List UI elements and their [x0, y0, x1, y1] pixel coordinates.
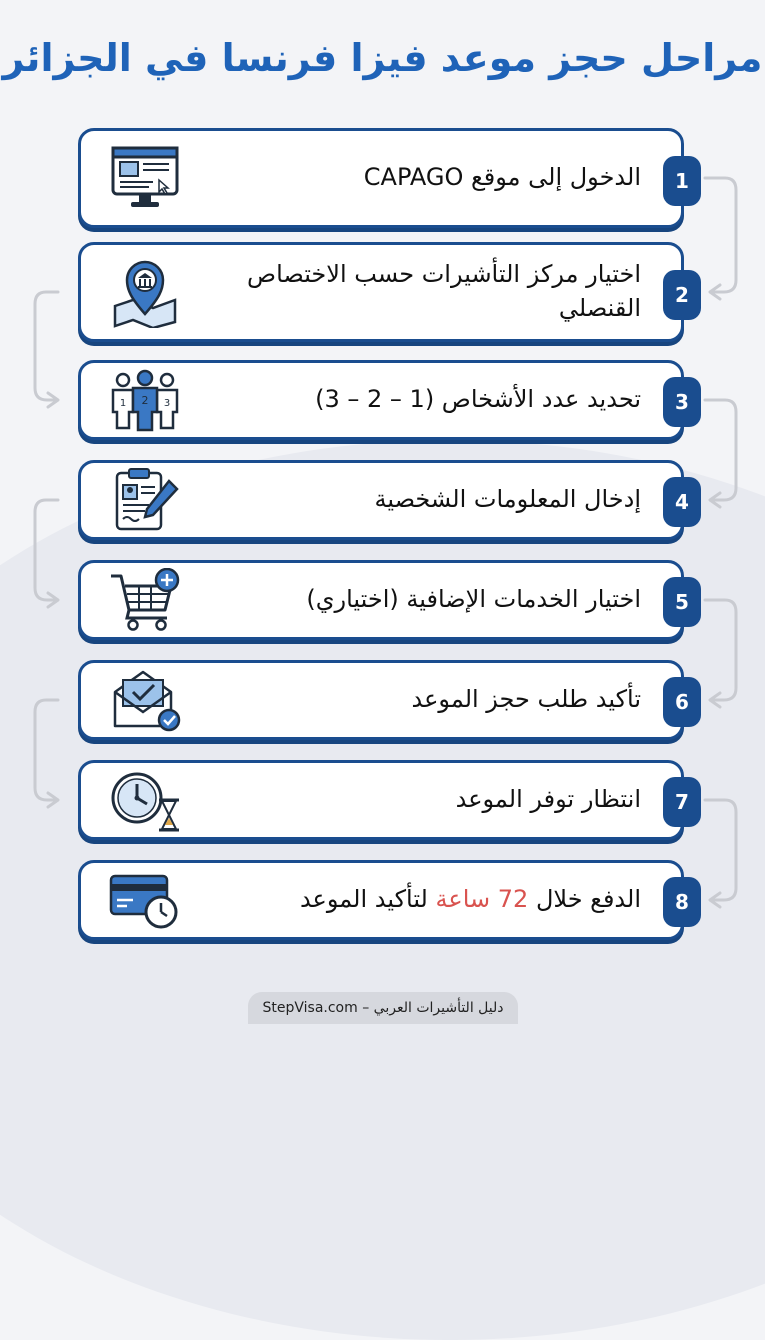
location-map-icon	[109, 256, 181, 328]
mail-check-icon	[109, 668, 181, 732]
step-number-badge: 5	[663, 577, 701, 627]
step-card-6	[78, 660, 689, 740]
step-label: انتظار توفر الموعد	[455, 785, 641, 814]
step-label-highlight: 72 ساعة	[435, 885, 529, 914]
step-label: اختيار مركز التأشيرات حسب الاختصاص القنصلي	[247, 260, 641, 322]
group-people-icon	[109, 368, 181, 432]
cart-add-icon	[109, 568, 181, 632]
step-label	[221, 863, 641, 937]
step-label-start: الدفع خلال	[535, 885, 641, 914]
svg-text:3: 3	[163, 398, 171, 409]
step-label: تحديد عدد الأشخاص (1 – 2 – 3)	[315, 385, 641, 414]
step-card-1	[78, 128, 689, 228]
clipboard-form-icon	[109, 467, 181, 533]
step-number-badge: 7	[663, 777, 701, 827]
step-number-badge: 1	[663, 156, 701, 206]
website-icon	[109, 144, 181, 212]
step-card-8	[78, 860, 689, 940]
step-card-3	[78, 360, 689, 440]
step-card-2	[78, 242, 689, 342]
step-label-end: لتأكيد الموعد	[299, 885, 428, 914]
step-number-badge: 3	[663, 377, 701, 427]
step-card-4	[78, 460, 689, 540]
step-number-badge: 4	[663, 477, 701, 527]
step-label: تأكيد طلب حجز الموعد	[411, 685, 641, 714]
step-card-7	[78, 760, 689, 840]
step-number-badge: 2	[663, 270, 701, 320]
page-title: مراحل حجز موعد فيزا فرنسا في الجزائر	[2, 36, 763, 80]
footer-credit: StepVisa.com – دليل التأشيرات العربي	[248, 992, 518, 1024]
step-number-badge: 6	[663, 677, 701, 727]
svg-text:2: 2	[141, 394, 149, 407]
step-label: اختيار الخدمات الإضافية (اختياري)	[306, 585, 641, 614]
step-number-badge: 8	[663, 877, 701, 927]
clock-hourglass-icon	[109, 768, 181, 832]
step-label: إدخال المعلومات الشخصية	[374, 485, 641, 514]
step-card-5	[78, 560, 689, 640]
svg-text:1: 1	[119, 398, 127, 409]
step-label: الدخول إلى موقع CAPAGO	[363, 163, 641, 192]
card-clock-icon	[109, 868, 181, 932]
